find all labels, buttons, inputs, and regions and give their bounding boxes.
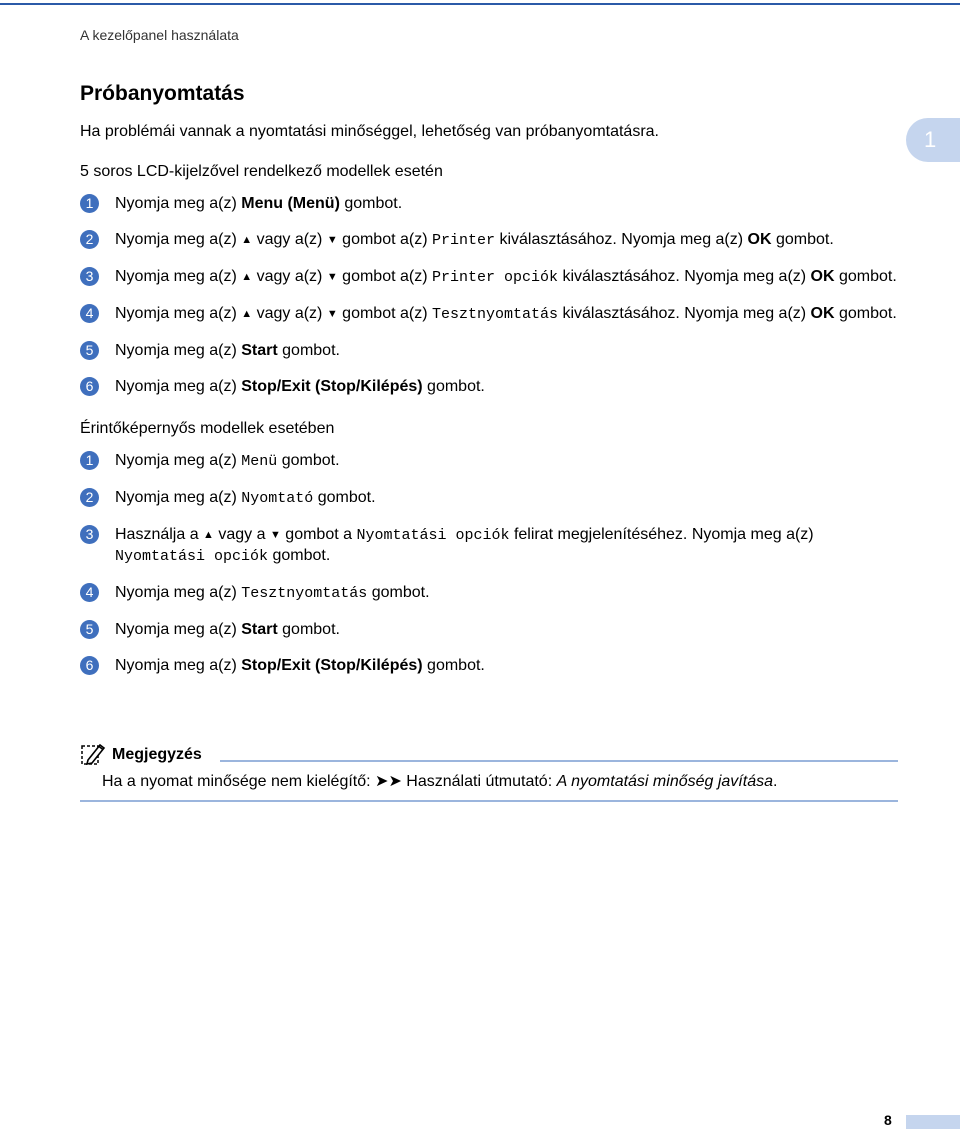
double-arrow-icon: ➤➤ (375, 773, 402, 790)
steps-touchscreen (80, 451, 900, 676)
step-number: 3 (80, 267, 99, 286)
step-number: 3 (80, 525, 99, 544)
step-text: gombot. (422, 378, 485, 395)
note-box (80, 742, 898, 802)
triangle-up-icon: ▲ (241, 308, 253, 320)
button-name: Start (241, 342, 278, 359)
step-number: 1 (80, 194, 99, 213)
step-text: gombot. (277, 452, 340, 469)
step-number: 4 (80, 583, 99, 602)
triangle-down-icon: ▼ (326, 271, 338, 283)
button-name: OK (810, 305, 835, 322)
note-title: Megjegyzés (112, 746, 202, 763)
step-number: 1 (80, 451, 99, 470)
step-text: Nyomja meg a(z) (115, 584, 242, 601)
step-text: Nyomja meg a(z) (115, 621, 242, 638)
section-heading-touchscreen: Érintőképernyős modellek esetében (80, 420, 335, 437)
step-text: gombot. (277, 621, 340, 638)
step-text: Nyomja meg a(z) (115, 378, 242, 395)
running-header: A kezelőpanel használata (80, 27, 239, 43)
lcd-menu-item: Nyomtató (241, 490, 314, 507)
step-text: gombot. (313, 489, 376, 506)
step-item (80, 267, 900, 288)
pencil-note-icon (80, 742, 106, 766)
step-text: Nyomja meg a(z) (115, 195, 242, 212)
chapter-tab (906, 118, 960, 162)
note-header (80, 742, 898, 764)
step-text: Használja a (115, 526, 204, 543)
step-text: Nyomja meg a(z) (115, 452, 242, 469)
triangle-down-icon: ▼ (326, 234, 338, 246)
step-item (80, 525, 900, 567)
step-text: gombot. (339, 195, 403, 212)
step-item (80, 656, 900, 676)
button-name: Menu (Menü) (241, 195, 340, 212)
step-text: gombot. (834, 305, 897, 322)
button-name: OK (810, 268, 835, 285)
step-text: vagy a (213, 526, 270, 543)
step-number: 6 (80, 377, 99, 396)
step-text: Nyomja meg a(z) (115, 231, 242, 248)
step-number: 6 (80, 656, 99, 675)
step-text: Nyomja meg a(z) (115, 657, 242, 674)
step-text: gombot a(z) (337, 305, 432, 322)
page-number-bar (906, 1115, 960, 1129)
step-text: kiválasztásához. Nyomja meg a(z) (558, 268, 811, 285)
step-item (80, 583, 900, 604)
step-number: 2 (80, 488, 99, 507)
step-text: gombot. (268, 547, 331, 564)
step-text: Nyomja meg a(z) (115, 342, 242, 359)
reference-title: A nyomtatási minőség javítása (556, 773, 773, 790)
step-number: 4 (80, 304, 99, 323)
step-text: vagy a(z) (252, 231, 327, 248)
lcd-menu-item: Printer (431, 232, 495, 249)
lcd-menu-item: Tesztnyomtatás (241, 585, 368, 602)
lcd-menu-item: Menü (241, 453, 278, 470)
lcd-menu-item: Nyomtatási opciók (356, 527, 510, 544)
main-content (80, 82, 900, 676)
step-item (80, 451, 900, 472)
step-item (80, 620, 900, 640)
step-text: Nyomja meg a(z) (115, 305, 242, 322)
button-name: Stop/Exit (Stop/Kilépés) (241, 378, 423, 395)
step-text: gombot. (277, 342, 340, 359)
step-number: 5 (80, 620, 99, 639)
section-heading-lcd: 5 soros LCD-kijelzővel rendelkező modellek esetén (80, 163, 443, 180)
step-text: felirat megjelenítéséhez. Nyomja meg a(z) (509, 526, 814, 543)
triangle-up-icon: ▲ (241, 234, 253, 246)
step-text: Nyomja meg a(z) (115, 268, 242, 285)
note-text (102, 772, 898, 792)
step-text: vagy a(z) (252, 268, 327, 285)
note-rule-bottom (80, 800, 898, 802)
step-text: Nyomja meg a(z) (115, 489, 242, 506)
step-item (80, 377, 900, 397)
step-item (80, 488, 900, 509)
button-name: OK (747, 231, 772, 248)
step-text: gombot a(z) (337, 231, 432, 248)
top-rule (0, 3, 960, 5)
step-text: gombot a(z) (337, 268, 432, 285)
lcd-menu-item: Nyomtatási opciók (115, 548, 269, 565)
lcd-menu-item: Tesztnyomtatás (431, 306, 559, 323)
step-text: gombot. (834, 268, 897, 285)
chapter-number: 1 (924, 127, 937, 152)
step-item (80, 194, 900, 214)
step-item (80, 230, 900, 251)
button-name: Stop/Exit (Stop/Kilépés) (241, 657, 423, 674)
step-text: vagy a(z) (252, 305, 327, 322)
triangle-down-icon: ▼ (326, 308, 338, 320)
triangle-up-icon: ▲ (203, 529, 214, 541)
page-number: 8 (884, 1112, 892, 1128)
step-text: gombot. (367, 584, 430, 601)
button-name: Start (241, 621, 278, 638)
step-text: kiválasztásához. Nyomja meg a(z) (495, 231, 748, 248)
step-text: gombot. (771, 231, 834, 248)
step-text: kiválasztásához. Nyomja meg a(z) (558, 305, 811, 322)
note-rule-top (220, 760, 898, 762)
step-number: 5 (80, 341, 99, 360)
triangle-up-icon: ▲ (241, 271, 253, 283)
triangle-down-icon: ▼ (269, 529, 281, 541)
step-number: 2 (80, 230, 99, 249)
page-title: Próbanyomtatás (80, 82, 245, 105)
step-item (80, 304, 900, 325)
lcd-menu-item: Printer opciók (431, 269, 559, 286)
step-item (80, 341, 900, 361)
note-text-part: Használati útmutató: (401, 773, 557, 790)
steps-lcd (80, 194, 900, 397)
intro-text: Ha problémái vannak a nyomtatási minőséggel, lehetőség van próbanyomtatásra. (80, 123, 659, 140)
step-text: gombot. (422, 657, 485, 674)
step-text: gombot a (280, 526, 357, 543)
note-text-part: . (773, 773, 778, 790)
note-text-part: Ha a nyomat minősége nem kielégítő: (102, 773, 376, 790)
